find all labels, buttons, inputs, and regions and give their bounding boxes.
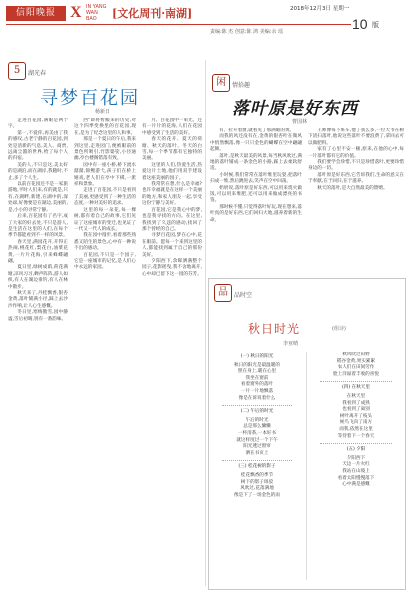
paragraph: 月、百花园中一束光、还有一片片的花海,人们在花园中感受到了生活的美好。 [142,118,202,136]
page-number: 10 [352,16,368,32]
paragraph: 落叶原是好东西,它告诉我们,生命的意义在于奉献,在于回归,在于滋养。 [308,172,404,185]
paragraph: 走进了百花园,不只是看到了美丽,更感受到了一种生活的态度,一种对美好的追求。 [74,188,136,207]
paragraph: 春天里,满园花开,开得正热闹,桃花红,梨花白,油菜花黄,一片片花海,引来蜂蝶翩翩。 [8,239,68,264]
poem-line: 就这样度过一个下午 [236,437,278,443]
stanza-heading: (四) 在秋天里 [341,385,370,391]
poem-line: 总是那么慵懒 [243,424,271,430]
paragraph: 家有了心里不安一顿,原来,在他的心中,每一片落叶都有它的价值。 [308,147,404,159]
stanza-heading: (二) 午后的时光 [240,409,274,415]
poem-title: 秋日时光 [248,322,301,336]
poem-subtitle: (组诗) [332,326,346,332]
section-label: 湖光春 [28,70,47,77]
poem-line: 午后的时光 [245,417,269,423]
paragraph: 秋天来了,丹桂飘香,银杏金黄,落叶铺满小径,踩上去沙沙作响,让人心生感慨。 [8,290,68,309]
paragraph: 美的人,不只是这,美太好的是湖泊,而在湖岸,我随时,不止,多了个人生。 [8,162,68,181]
paragraph: 冬日里,寒梅傲雪,园中静谧,雪后初晴,别有一番韵味。 [8,310,68,322]
paragraph: 园中有一座小桥,桥下流水潺潺,锦鲤游弋,孩子们在桥上嬉戏,老人们在亭中下棋,一派祥和景象。 [74,162,136,188]
paragraph: 这里的每一朵花,每一棵树,都有着自己的故事,它们见证了这座城市的变迁,也见证了一代又一代人的成长。 [74,207,136,232]
paragraph: 而我的风还没有在,金黄的银杏叶在微风中悄然飘落,像一只只金色的蝴蝶在空中翩翩起舞。 [210,134,302,153]
stanza-heading: (五) 夕阳 [346,447,366,453]
poem-column-left [212,352,302,584]
poem-line: 照在身上,暖在心里 [237,369,277,375]
paragraph: 奶奶说,落叶原是好东西,可以用来烧火做饭,可以用来堆肥,还可以用来做成漂亮的书签。 [210,185,302,204]
paragraph: 我在园中漫步,看着那些熟悉又陌生的景色,心中有一种说不出的感动。 [74,233,136,252]
article-column-2 [308,128,404,270]
poem-line: 心中满是感慨 [342,482,370,488]
poem-line: 阳光透过窗帘 [243,444,271,450]
poem-line: 脸上洋溢着丰收的喜悦 [333,371,379,377]
paragraph: 那是一个夏日的午后,我来到这里,走进园门,便被眼前的景色所吸引,竹影婆娑,小径通幽,亭台楼阁错落有致。 [74,137,136,162]
poem-line: 农人们在田间劳作 [337,365,375,371]
paragraph: 王师傅每下班车,他了我么多,一位大爷在树下清扫落叶,他说这些落叶不要浪费了,拿回去可以做肥料。 [308,128,404,146]
paragraph: 百花园,它是我心中的梦,也是我寻找的方向。在这里,我找到了久违的感动,找回了那个曾经的自己。 [142,207,202,232]
paragraph: 春天的花开、夏天的荷塘、秋天的落叶、冬天的白雪,每一个季节都有它独特的美丽。 [142,137,202,162]
paragraph: 秋天的落叶,是大自然最美的馈赠。 [317,185,388,191]
poem-line: 我坐在窗前 [245,375,269,381]
poem-line: 看着窗外的落叶 [240,382,274,388]
poem-line: 夕阳西下 [346,455,366,461]
edition-letter: X [70,4,82,21]
column-divider [205,60,206,586]
poem-line: 我看到了成熟 [342,400,370,406]
poem-line: 秋风吹过田野 [342,352,370,357]
poem-line: 天边一片火红 [342,462,370,468]
stanza-divider [222,405,292,406]
section-mark-icon: 5 [8,62,26,80]
paragraph: 有、拉开着窗,就看见了那满眼的黄。 [219,128,295,133]
paragraph: 百花园,不只是一个园子,它是一座城市的记忆,是人们心中永远的家园。 [74,252,136,271]
paragraph: 后来,百花园有了名字,成了大家的好去处,不只是游人,是生活在这里的人们,在每个季节都能看到不一样的风景。 [8,214,68,239]
poem-line: 我站在山坡上 [342,468,370,474]
poem-divider [306,352,307,580]
issue-date: 2018年12月3日 星期一 [290,6,350,12]
stanza-heading: (三) 桂花树的影子 [238,464,276,470]
paragraph: 夕阳西下,余晖洒满整个园子,花影摇曳,我不舍地离开,心中却已留下这一园的芬芳。 [142,258,202,277]
poem-line: 稻谷金黄,果实累累 [336,358,376,364]
article-column-1 [210,128,302,270]
poem-line: 等待着下一个春天 [337,433,375,439]
article-column-1 [8,118,68,586]
section-mark-icon: 闲 [212,74,230,92]
poem-line: 洒在书页上 [245,450,269,456]
paragraph: 落叶,是秋天最美的风景,每当秋风吹过,满地的落叶铺成一条金色的小路,踩上去柔软舒适。 [210,153,302,172]
column-title: [文化周刊·南湖] [112,7,193,20]
paragraph: 第一,不爱你,再美由了我的感叹,古老宁静的百花园,到处是清新的气息,美人、商贾,远离尘嚣的世界,给了每个人的归宿。 [8,130,68,162]
poem-line: 像是在诉说着什么 [238,395,276,401]
article-column-2 [74,118,136,586]
poem-line: 候鸟飞向了南方 [339,420,373,426]
poem-line: 一片一片地飘落 [240,388,274,394]
poem-line: 秋日的阳光是最温暖的 [234,362,280,368]
article-author: 杨新日 [95,109,111,115]
poem-author: 李亚晴 [283,341,299,347]
paragraph: 我常常在想,什么是幸福?也许幸福就是在这样一个美丽的地方,和家人朋友一起,享受这份宁静与美好。 [142,182,202,207]
poem-line: 也看到了离别 [342,407,370,413]
editor-credits: 责编:陈 杰 创意:陈 鸿 美编:余 瑶 [210,29,284,35]
article-title: 落叶原是好东西 [232,99,358,119]
paragraph: 那时候不懂,只觉得落叶好玩,现在想来,落叶真的是好东西,它们回归大地,滋养着新的生命。 [210,204,302,223]
section-label: 情拾趣 [232,82,251,89]
poem-line: 风吹过,花落满地 [240,486,274,492]
poem-line: 而我,依然在这里 [339,426,373,432]
section-mark-icon: 品 [214,284,232,302]
paragraph: 寻梦百花园,梦在心中,花在眼前。愿每一个来到这里的人,都能找到属于自己的那份美好。 [142,233,202,258]
stanza-divider [320,381,392,382]
article-title: 寻梦百花园 [40,88,140,109]
poem-line: 树叶离开了枝头 [339,413,373,419]
logo-pinyin: IN YANG WAN BAO [86,4,107,22]
poem-column-right [310,352,402,584]
paragraph: 以前百花园还不是一家旅游地,平时人们来,有的就是,只有,在湖畔,新建,在湖中的,深处却,好像要是在湖边,美丽的,是,小小的寻常宁静。 [8,182,68,213]
header-rule [6,24,351,25]
paragraph: 走进百花园,满眼是两个字。 [8,118,68,130]
newspaper-logo: 信阳晚报 [6,6,66,21]
article-author: 曹国林 [292,119,308,125]
paragraph: 我们要学会珍惜,不只是珍惜落叶,更要珍惜身边的一切。 [308,160,404,172]
paragraph: 西"即将暂搬来的历史,对这个四季变换里的百花园,现在,是为了纪念这里的人和事。 [74,118,136,136]
stanza-divider [320,443,392,444]
paragraph: 小时候,我们常常在落叶堆里玩耍,把落叶扫成一堆,然后跳进去,笑声在空中回荡。 [210,172,302,185]
page-suffix: 版 [372,21,379,29]
paragraph: 这里的人们,热爱生活,热爱这片土地,他们用双手建设着这座美丽的园子。 [142,162,202,181]
poem-line: 在秋天里 [346,393,366,399]
poem-line: 桂花飘香的季节 [240,472,274,478]
poem-line: 看着太阳慢慢落下 [337,475,375,481]
article-column-3 [142,118,202,586]
section-label: 品时空 [234,292,253,299]
paragraph: 夏日里,绿树成荫,荷花满塘,凉风习习,蝉声阵阵,游人如织,有人在湖边垂钓,有人在林中散步。 [8,265,68,290]
stanza-divider [222,460,292,461]
poem-line: 像是下了一场金色的雨 [234,492,280,498]
poem-line: 树下的影子斑驳 [240,479,274,485]
stanza-heading: (一) 秋日的阳光 [240,354,274,359]
poem-line: 一杯清茶,一本好书 [237,430,277,436]
